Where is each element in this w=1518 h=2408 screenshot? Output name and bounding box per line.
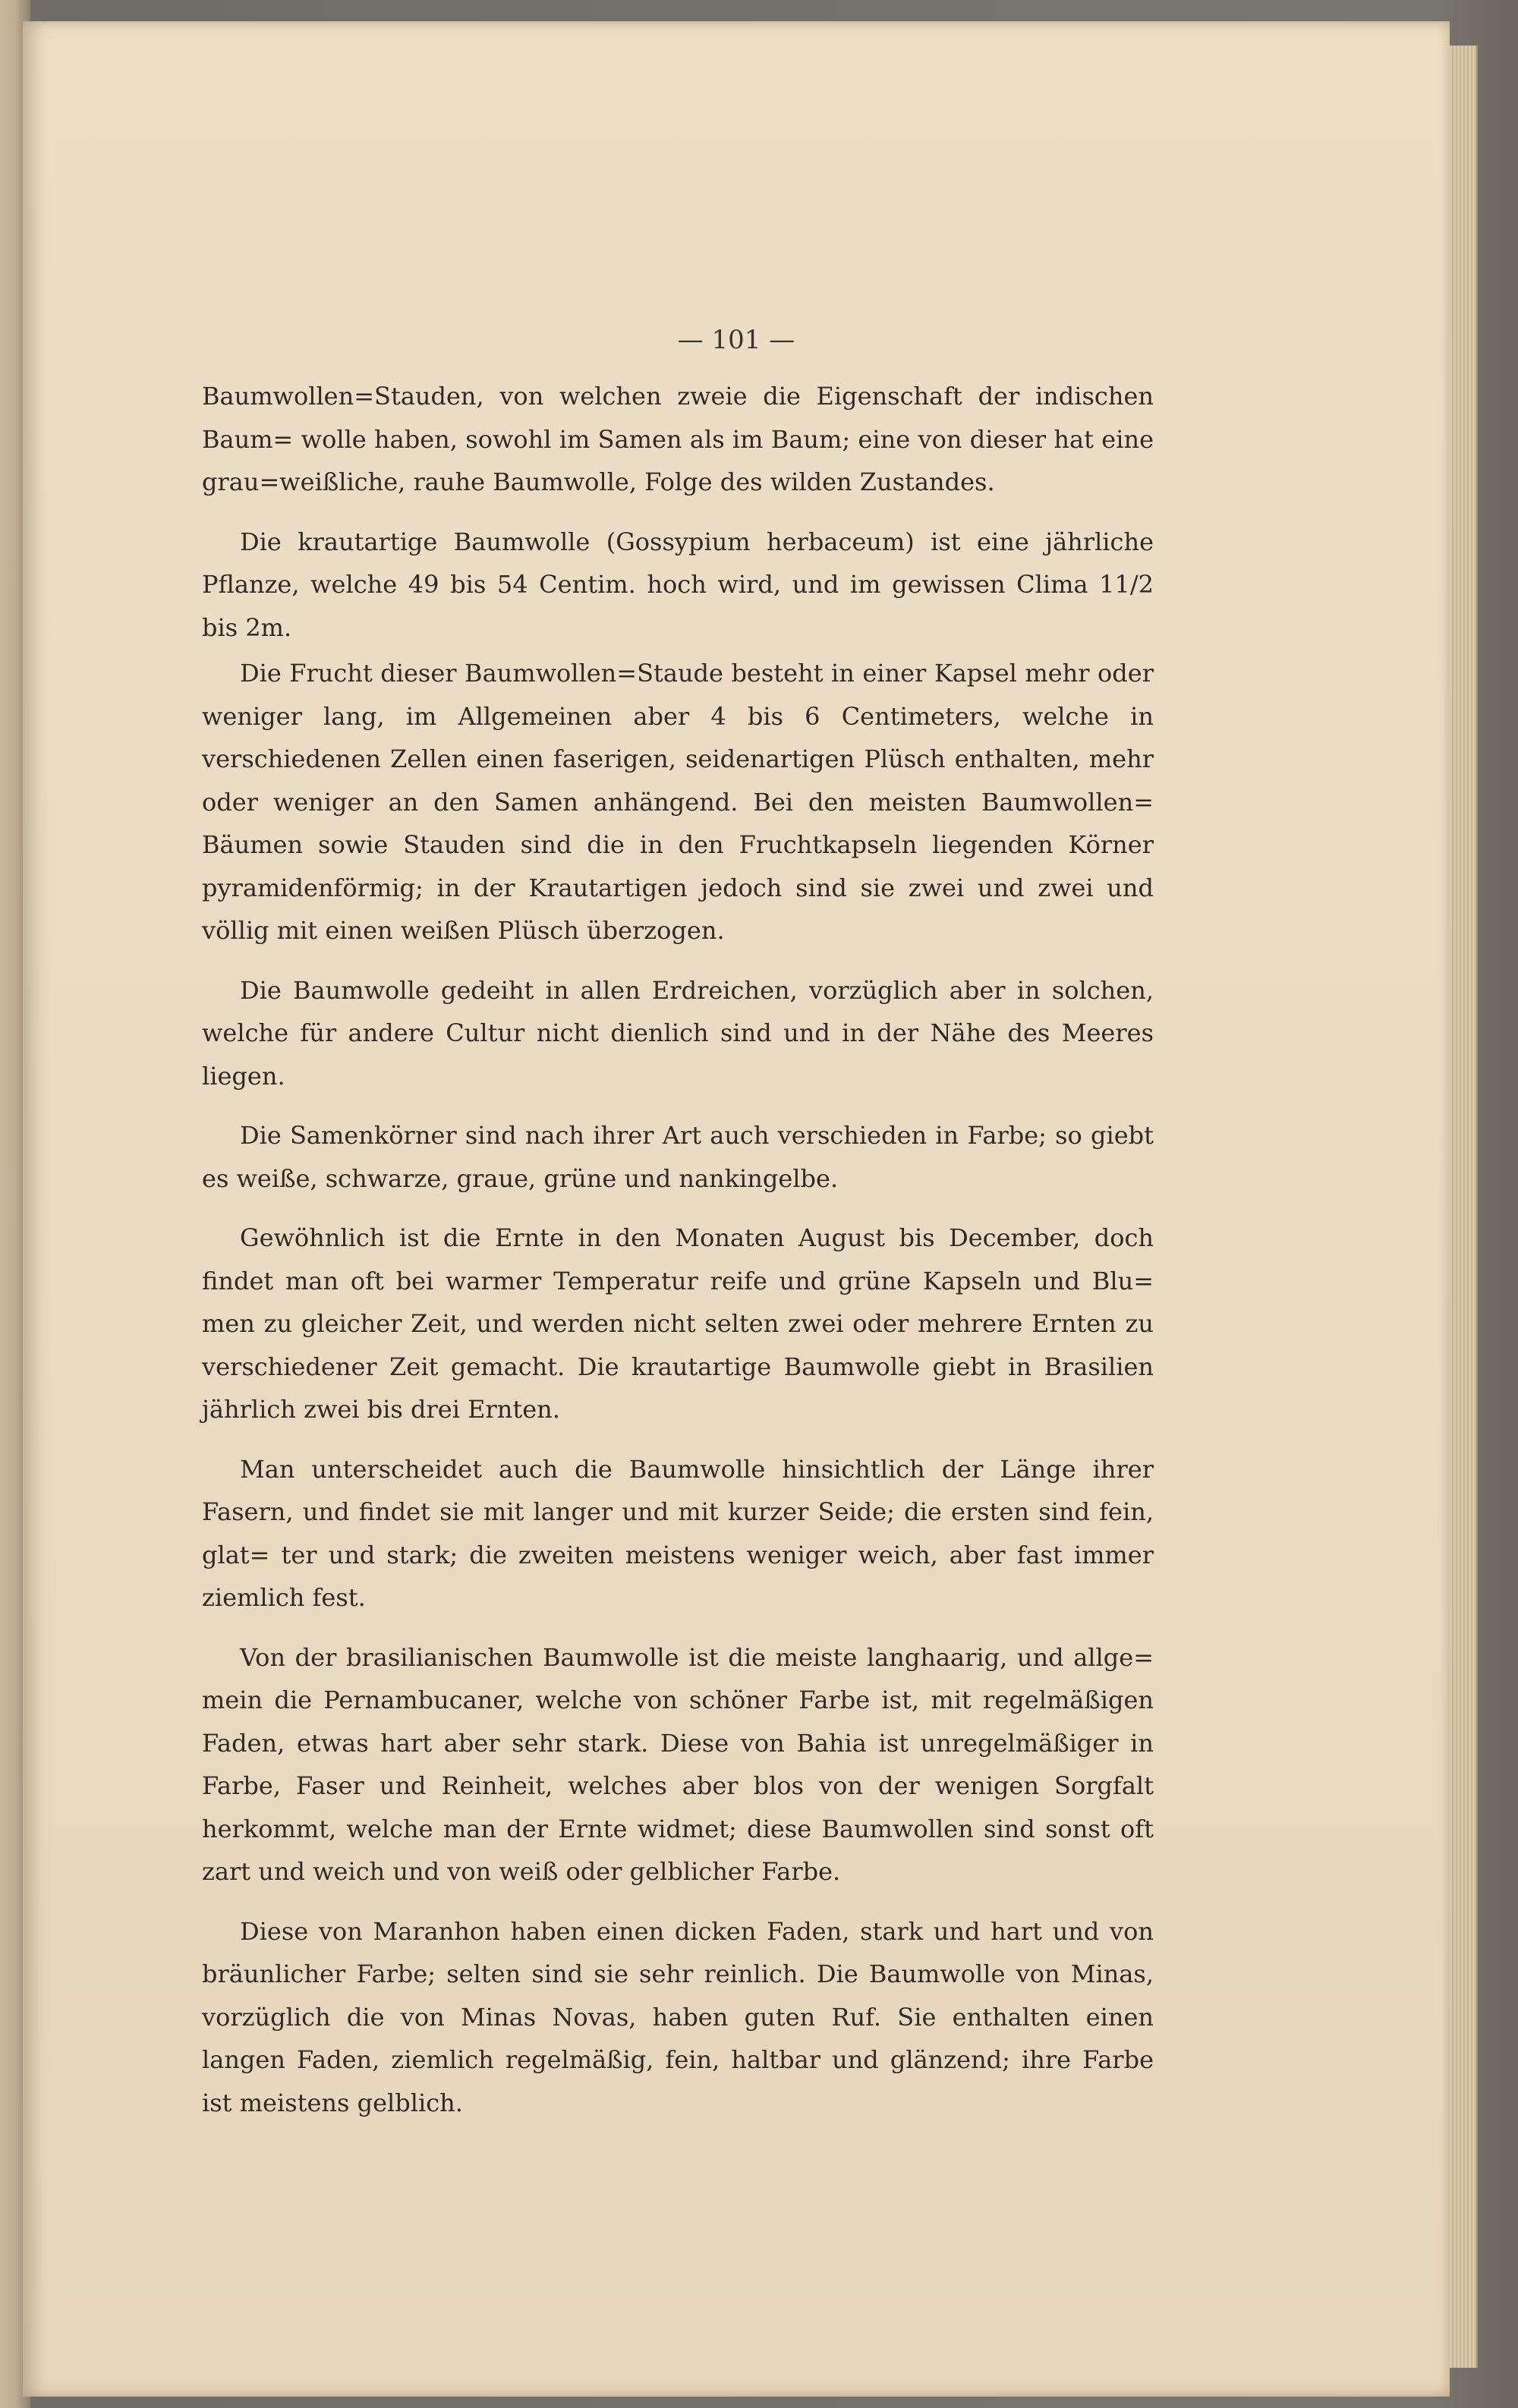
paragraph-6: Gewöhnlich ist die Ernte in den Monaten August bis December, doch findet man oft bei warmer Temperatur reife und grüne Kapseln und Blu= men zu gleicher Zeit, und werden nicht selten zwei oder mehrere Ernten zu verschiedener Zeit gemacht. Die krautartige Baumwolle giebt in Brasilien jährlich zwei bis drei Ernten.	[202, 1223, 1154, 1424]
page-stack-edge	[1446, 46, 1478, 2368]
body-text	[202, 375, 1154, 2141]
paragraph-3: Die Frucht dieser Baumwollen=Staude besteht in einer Kapsel mehr oder weniger lang, im Allgemeinen aber 4 bis 6 Centimeters, welche in verschiedenen Zellen einen faserigen, seidenartigen Plüsch enthalten, mehr oder weniger an den Samen anhängend. Bei den meisten Baumwollen= Bäumen sowie Stauden sind die in den Fruchtkapseln liegenden Körner pyramidenförmig; in der Krautartigen jedoch sind sie zwei und zwei und völlig mit einen weißen Plüsch überzogen.	[202, 659, 1154, 945]
page-number: — 101 —	[677, 325, 795, 355]
paragraph-5: Die Samenkörner sind nach ihrer Art auch verschieden in Farbe; so giebt es weiße, schwarze, graue, grüne und nankingelbe.	[202, 1121, 1154, 1193]
paragraph-9: Diese von Maranhon haben einen dicken Faden, stark und hart und von bräunlicher Farbe; selten sind sie sehr reinlich. Die Baumwolle von Minas, vorzüglich die von Minas Novas, haben guten Ruf. Sie enthalten einen langen Faden, ziemlich regelmäßig, fein, haltbar und glänzend; ihre Farbe ist meistens gelblich.	[202, 1916, 1154, 2117]
paragraph-2: Die krautartige Baumwolle (Gossypium herbaceum) ist eine jährliche Pflanze, welche 49 bis 54 Centim. hoch wird, und im gewissen Clima 11/2 bis 2m.	[202, 527, 1154, 642]
paragraph-7: Man unterscheidet auch die Baumwolle hinsichtlich der Länge ihrer Fasern, und findet sie mit langer und mit kurzer Seide; die ersten sind fein, glat= ter und stark; die zweiten meistens weniger weich, aber fast immer ziemlich fest.	[202, 1454, 1154, 1612]
paragraph-8: Von der brasilianischen Baumwolle ist die meiste langhaarig, und allge= mein die Pernambucaner, welche von schöner Farbe ist, mit regelmäßigen Faden, etwas hart aber sehr stark. Diese von Bahia ist unregelmäßiger in Farbe, Faser und Reinheit, welches aber blos von der wenigen Sorgfalt herkommt, welche man der Ernte widmet; diese Baumwollen sind sonst oft zart und weich und von weiß oder gelblicher Farbe.	[202, 1642, 1154, 1886]
book-page	[23, 21, 1450, 2397]
paragraph-1: Baumwollen=Stauden, von welchen zweie die Eigenschaft der indischen Baum= wolle haben, sowohl im Samen als im Baum; eine von dieser hat eine grau=weißliche, rauhe Baumwolle, Folge des wilden Zustandes.	[202, 382, 1154, 496]
paragraph-4: Die Baumwolle gedeiht in allen Erdreichen, vorzüglich aber in solchen, welche für andere Cultur nicht dienlich sind und in der Nähe des Meeres liegen.	[202, 975, 1154, 1091]
